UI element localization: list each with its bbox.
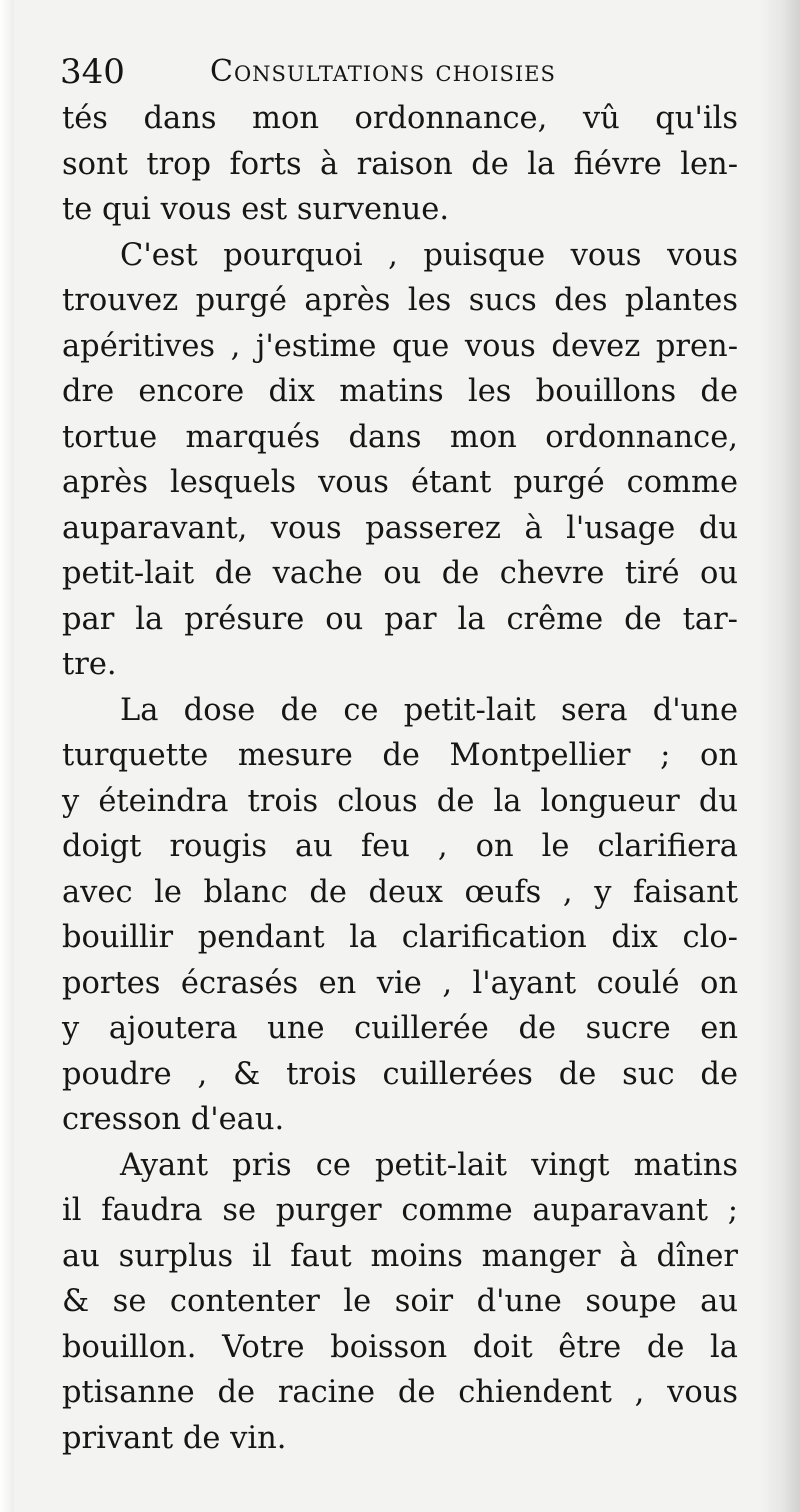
text-line: tre.	[62, 647, 117, 682]
text-line: apéritives , j'estime que vous devez pren-	[62, 328, 738, 364]
paragraph-3	[62, 688, 738, 1143]
paragraph-4	[62, 1143, 738, 1462]
text-line: turquette mesure de Montpellier ; on	[62, 738, 738, 773]
text-line: & se contenter le soir d'une soupe au	[62, 1284, 738, 1319]
text-line: cresson d'eau.	[62, 1102, 285, 1137]
text-line: dre encore dix matins les bouillons de	[62, 374, 738, 409]
text-line: C'est pourquoi , puisque vous vous	[120, 237, 738, 273]
text-line: sont trop forts à raison de la fiévre len-	[62, 146, 738, 182]
page-header	[60, 44, 740, 100]
text-line: bouillir pendant la clarification dix clo-	[62, 920, 738, 955]
text-line: Ayant pris ce petit-lait vingt matins	[120, 1147, 738, 1183]
text-line: avec le blanc de deux œufs , y faisant	[62, 874, 738, 910]
text-line: tortue marqués dans mon ordonnance,	[62, 419, 738, 455]
paragraph-1	[62, 96, 738, 233]
text-line: petit-lait de vache ou de chevre tiré ou	[62, 556, 738, 591]
text-line: poudre , & trois cuillerées de suc de	[62, 1056, 738, 1092]
text-line: privant de vin.	[62, 1420, 287, 1456]
page-number: 340	[60, 52, 125, 92]
page-gutter	[0, 0, 14, 1512]
text-line: doigt rougis au feu , on le clarifiera	[62, 829, 738, 864]
text-line: ptisanne de racine de chiendent , vous	[62, 1375, 738, 1410]
text-line: bouillon. Votre boisson doit être de la	[62, 1329, 738, 1365]
running-title: Consultations choisies	[210, 54, 556, 89]
page-edge-shadow	[760, 0, 800, 1512]
text-line: portes écrasés en vie , l'ayant coulé on	[62, 965, 738, 1001]
text-line: il faudra se purger comme auparavant ;	[62, 1193, 738, 1228]
text-line: y ajoutera une cuillerée de sucre en	[62, 1011, 738, 1046]
text-line: te qui vous est survenue.	[62, 192, 450, 227]
text-line: La dose de ce petit-lait sera d'une	[120, 692, 738, 728]
text-line: après lesquels vous étant purgé comme	[62, 465, 738, 500]
text-line: tés dans mon ordonnance, vû qu'ils	[62, 101, 738, 136]
text-line: trouvez purgé après les sucs des plantes	[62, 283, 738, 318]
text-line: par la présure ou par la crême de tar-	[62, 601, 738, 637]
text-line: au surplus il faut moins manger à dîner	[62, 1238, 738, 1274]
body-text	[62, 96, 738, 1461]
paragraph-2	[62, 233, 738, 688]
text-line: auparavant, vous passerez à l'usage du	[62, 510, 738, 546]
text-line: y éteindra trois clous de la longueur du	[62, 783, 738, 819]
